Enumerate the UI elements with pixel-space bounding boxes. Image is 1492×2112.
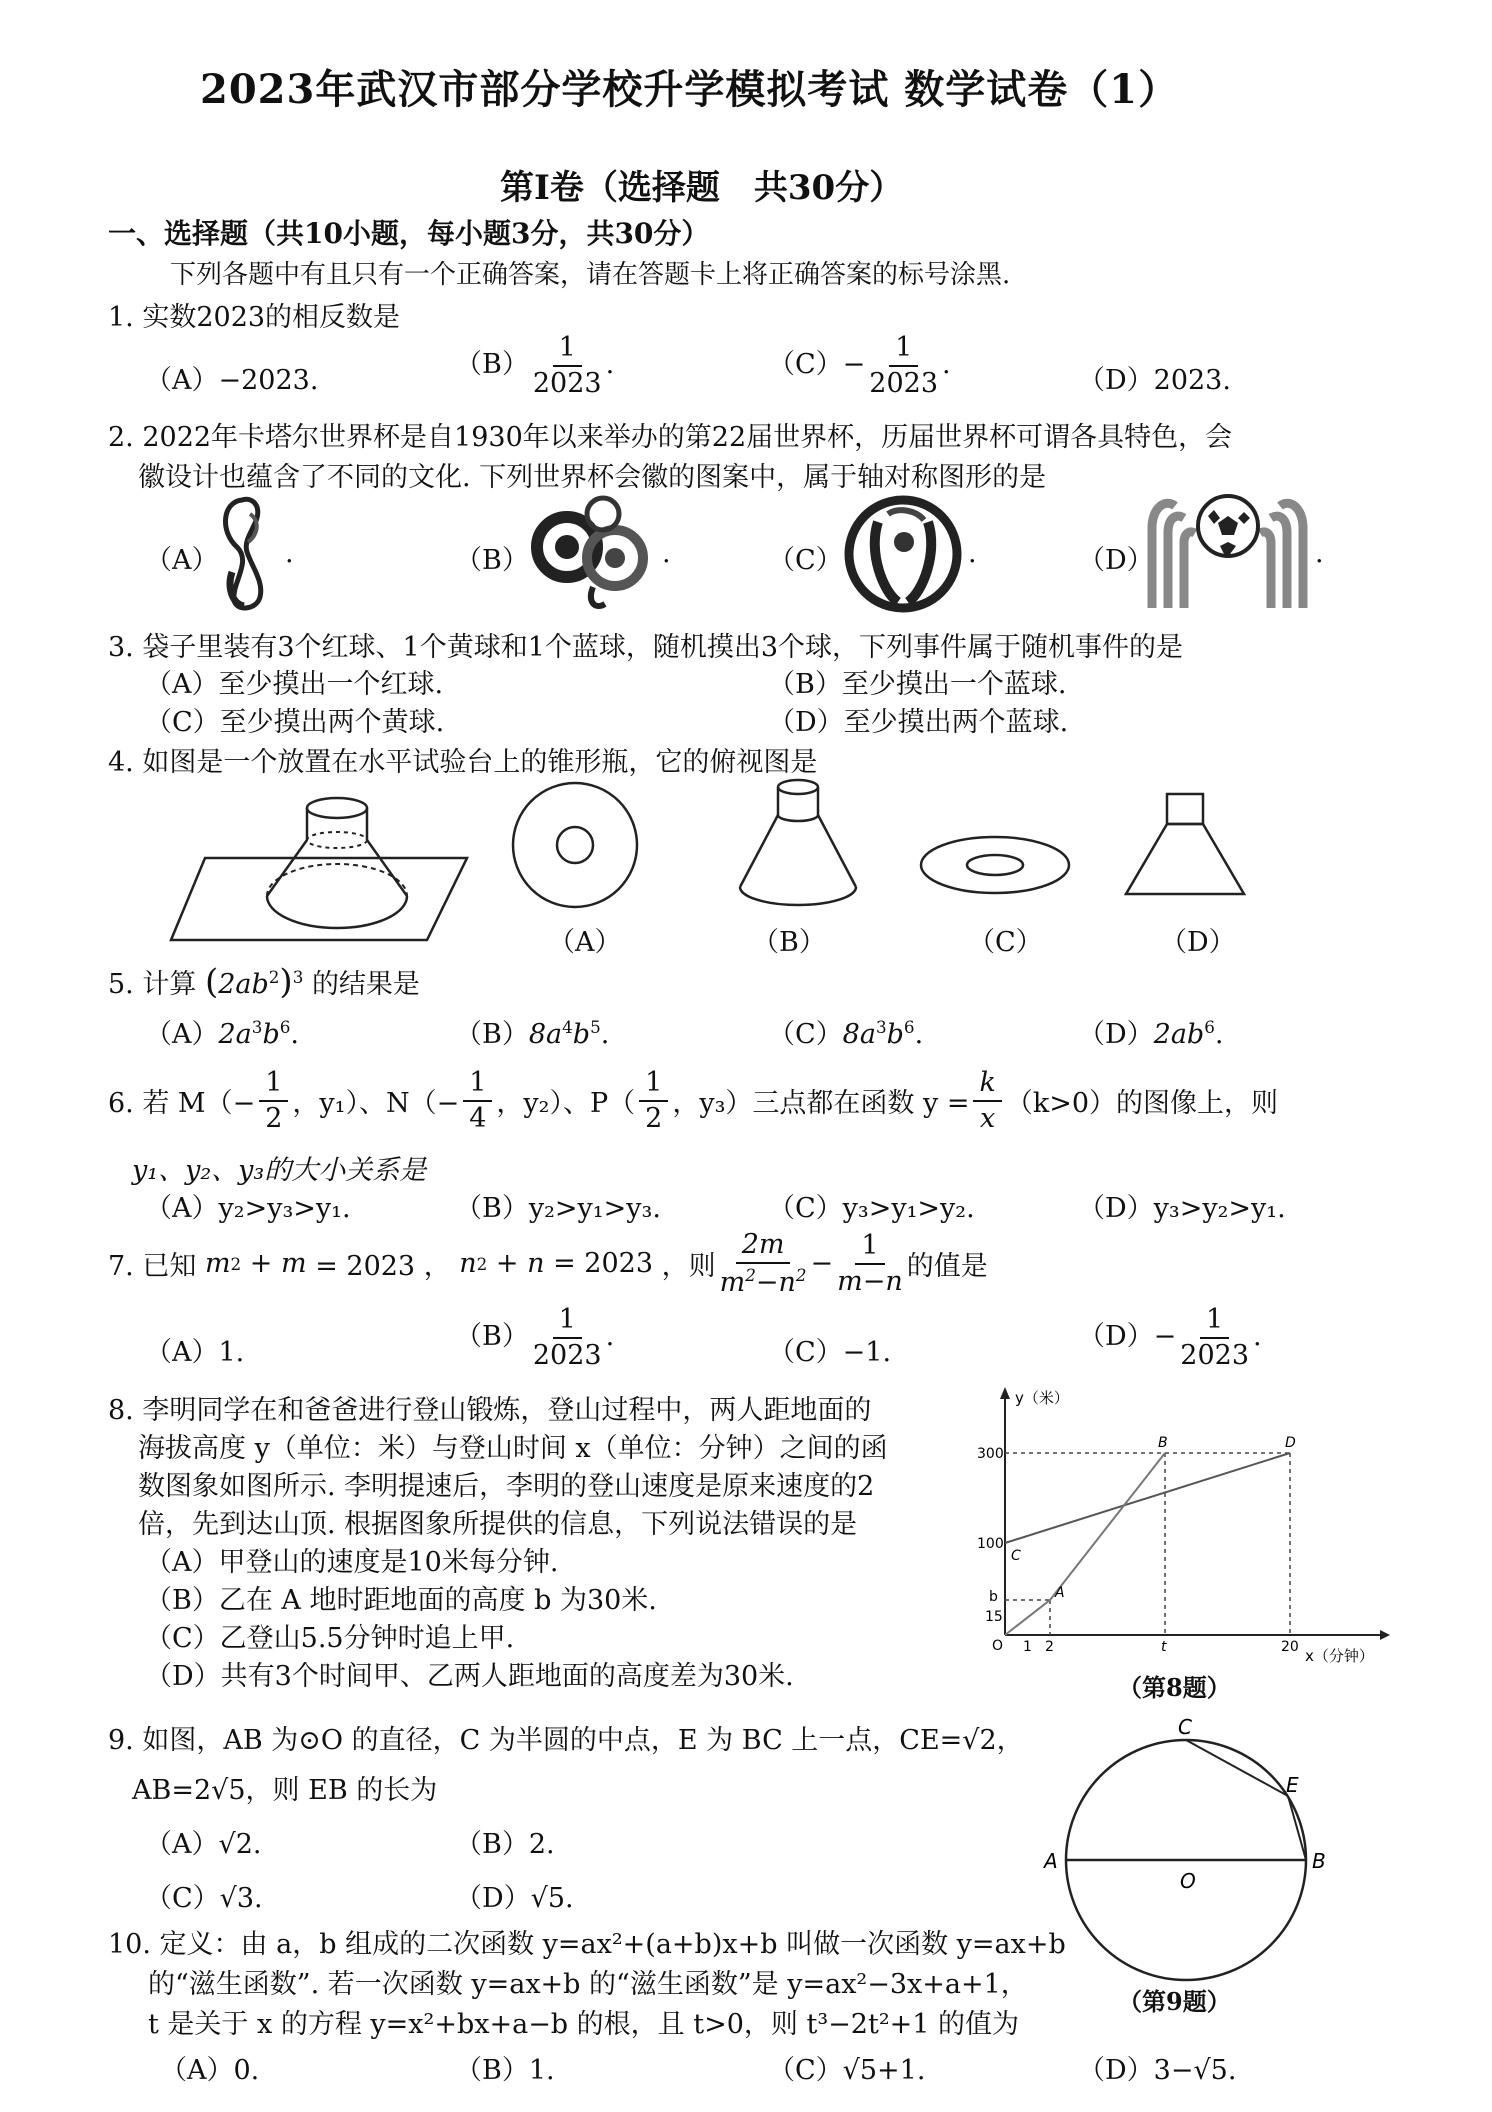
logo-1974-germany (1140, 488, 1315, 613)
svg-text:C: C (1011, 1548, 1021, 1564)
svg-text:O: O (992, 1638, 1004, 1654)
q4-option-d-figure (1120, 790, 1250, 900)
q5-option-b: $(B)8a^4b^5$. (455, 1017, 610, 1050)
q7-option-a: （A）1. (145, 1337, 245, 1368)
q8-graph-xlabel: x（分钟） (1305, 1647, 1374, 1665)
q2-option-d: （D） (1078, 545, 1154, 576)
q6-stem-line2: y₁、y₂、y₃的大小关系是 (132, 1155, 427, 1186)
svg-text:300: 300 (977, 1446, 1004, 1462)
q5-option-d: $(D)2ab^6$. (1078, 1017, 1224, 1050)
q8-option-d: （D）共有3个时间甲、乙两人距地面的高度差为30米. (145, 1661, 794, 1692)
q1-b-fraction: $\frac{1}{2023}$ (532, 332, 602, 399)
q4-option-a: （A） (548, 927, 622, 958)
q4-option-b: （B） (752, 927, 826, 958)
q2-option-b: （B） (455, 545, 529, 576)
q10-line3: t 是关于 x 的方程 y=x²+bx+a−b 的根，且 t>0，则 t³−2t²+1 的值为 (148, 2009, 1020, 2040)
q9-option-d: （D）√5. (455, 1883, 574, 1914)
q9-option-b: （B）2. (455, 1829, 555, 1860)
q4-option-c-figure (915, 830, 1075, 900)
flask-on-table-figure (165, 778, 475, 948)
q8-option-c: （C）乙登山5.5分钟时追上甲. (145, 1623, 515, 1654)
q4-option-a-figure (505, 775, 645, 915)
q8-option-b: （B）乙在 A 地时距地面的高度 b 为30米. (145, 1585, 657, 1616)
q8-line1: 8. 李明同学在和爸爸进行登山锻炼，登山过程中，两人距地面的 (108, 1395, 872, 1426)
svg-text:B: B (1158, 1435, 1168, 1451)
logo-2022-qatar (212, 492, 282, 614)
svg-text:A: A (1044, 1849, 1058, 1873)
svg-text:D: D (1285, 1435, 1296, 1451)
q2-line1: 2. 2022年卡塔尔世界杯是自1930年以来举办的第22届世界杯，历届世界杯可谓各具特色，会 (108, 422, 1233, 453)
q3-option-a: （A）至少摸出一个红球. (145, 669, 444, 700)
q10-line2: 的“滋生函数”. 若一次函数 y=ax+b 的“滋生函数”是 y=ax²−3x+a+1， (148, 1969, 1028, 2000)
svg-text:20: 20 (1281, 1639, 1299, 1655)
q9-line2: AB=2√5，则 EB 的长为 (132, 1775, 438, 1806)
volume-heading: 第Ⅰ卷（选择题 共30分） (500, 168, 904, 208)
section-heading: 一、选择题（共10小题，每小题3分，共30分） (108, 217, 710, 250)
q1-c-fraction: $\frac{1}{2023}$ (869, 332, 939, 399)
q6-stem-line1: 6. 若 M（− $\frac{1}{2}$ ，y₁）、N（− $\frac{1}{4}$ ，y₂）、P（ $\frac{1}{2}$ ，y₃）三点都在函数 y = $\frac{k}{x}$ （k>0）的图像上，则 (108, 1067, 1279, 1134)
q4-stem: 4. 如图是一个放置在水平试验台上的锥形瓶，它的俯视图是 (108, 747, 818, 778)
instruction-text: 下列各题中有且只有一个正确答案，请在答题卡上将正确答案的标号涂黑. (170, 260, 1011, 290)
svg-text:b: b (989, 1589, 998, 1605)
q8-option-a: （A）甲登山的速度是10米每分钟. (145, 1547, 559, 1578)
q6-option-b: （B）y₂>y₁>y₃. (455, 1193, 661, 1224)
q3-option-c: （C）至少摸出两个黄球. (145, 707, 445, 738)
q1-option-d: （D）2023. (1078, 365, 1231, 396)
q8-line3: 数图象如图所示. 李明提速后，李明的登山速度是原来速度的2 (138, 1471, 875, 1502)
q4-option-d: （D） (1160, 927, 1236, 958)
svg-text:B: B (1312, 1849, 1326, 1873)
q7-stem: 7. 已知 m 2 + m = 2023 ， n 2 + n = 2023 ，则 $\frac{2m}{m^2-n^2}$ − $\frac{1}{m-n}$ 的值是 (108, 1229, 988, 1298)
svg-text:C: C (1178, 1715, 1192, 1739)
logo-2006-germany (525, 492, 663, 612)
q1-stem: 1. 实数2023的相反数是 (108, 302, 401, 333)
q8-graph (965, 1385, 1395, 1675)
q1-option-b: （B） $\frac{1}{2023}$ . (455, 332, 615, 399)
q10-option-a: （A）0. (160, 2055, 260, 2086)
q2-option-a: （A） (145, 545, 219, 576)
q7-option-d: （D）− $\frac{1}{2023}$ . (1078, 1304, 1262, 1371)
q9-option-c: （C）√3. (145, 1883, 263, 1914)
q7-option-b: （B） $\frac{1}{2023}$ . (455, 1304, 615, 1371)
logo-2002-korea-japan (838, 492, 968, 614)
svg-text:1: 1 (1023, 1639, 1032, 1655)
q10-line1: 10. 定义：由 a，b 组成的二次函数 y=ax²+(a+b)x+b 叫做一次函数 y=ax+b (108, 1929, 1066, 1960)
q7-option-c: （C）−1. (768, 1337, 892, 1368)
q3-stem: 3. 袋子里装有3个红球、1个黄球和1个蓝球，随机摸出3个球，下列事件属于随机事件的是 (108, 632, 1184, 663)
q5-option-a: $(A)2a^3b^6$. (145, 1017, 299, 1050)
q8-line4: 倍，先到达山顶. 根据图象所提供的信息，下列说法错误的是 (138, 1509, 858, 1540)
q3-option-b: （B）至少摸出一个蓝球. (768, 669, 1067, 700)
svg-text:E: E (1286, 1773, 1299, 1797)
q1-b-label: （B） (455, 349, 529, 381)
exam-title: 2023年武汉市部分学校升学模拟考试 数学试卷（1） (200, 66, 1180, 113)
q9-circle-figure (1044, 1715, 1350, 1980)
q8-line2: 海拔高度 y（单位：米）与登山时间 x（单位：分钟）之间的函 (138, 1433, 888, 1464)
q3-option-d: （D）至少摸出两个蓝球. (768, 707, 1069, 738)
q10-option-c: （C）√5+1. (768, 2055, 926, 2086)
q4-option-c: （C） (968, 927, 1043, 958)
q4-option-b-figure (730, 775, 865, 910)
q9-line1: 9. 如图，AB 为⊙O 的直径，C 为半圆的中点，E 为 BC 上一点，CE=√2， (108, 1725, 1024, 1756)
svg-text:15: 15 (985, 1609, 1003, 1625)
q6-option-a: （A）y₂>y₃>y₁. (145, 1193, 351, 1224)
svg-text:t: t (1161, 1639, 1167, 1655)
svg-text:A: A (1055, 1585, 1065, 1601)
q1-option-c: （C）− $\frac{1}{2023}$ . (768, 332, 951, 399)
q8-graph-ylabel: y（米） (1015, 1389, 1069, 1407)
q8-caption: （第8题） (1118, 1673, 1231, 1702)
q9-option-a: （A）√2. (145, 1829, 262, 1860)
q10-option-b: （B）1. (455, 2055, 555, 2086)
q2-option-c: （C） (768, 545, 843, 576)
q6-option-d: （D）y₃>y₂>y₁. (1078, 1193, 1286, 1224)
svg-text:O: O (1180, 1869, 1196, 1893)
svg-text:100: 100 (977, 1536, 1004, 1552)
q10-option-d: （D）3−√5. (1078, 2055, 1237, 2086)
q5-stem: 5. 计算 $(2ab^2)^3$ 的结果是 (108, 962, 420, 1002)
q9-caption: （第9题） (1118, 1987, 1231, 2016)
q1-option-a: （A）−2023. (145, 365, 319, 396)
svg-text:2: 2 (1045, 1639, 1054, 1655)
q5-option-c: $(C)8a^3b^6$. (768, 1017, 924, 1050)
q2-line2: 徽设计也蕴含了不同的文化. 下列世界杯会徽的图案中，属于轴对称图形的是 (138, 462, 1047, 493)
q6-option-c: （C）y₃>y₁>y₂. (768, 1193, 975, 1224)
q1-c-label: （C）− (768, 349, 866, 381)
